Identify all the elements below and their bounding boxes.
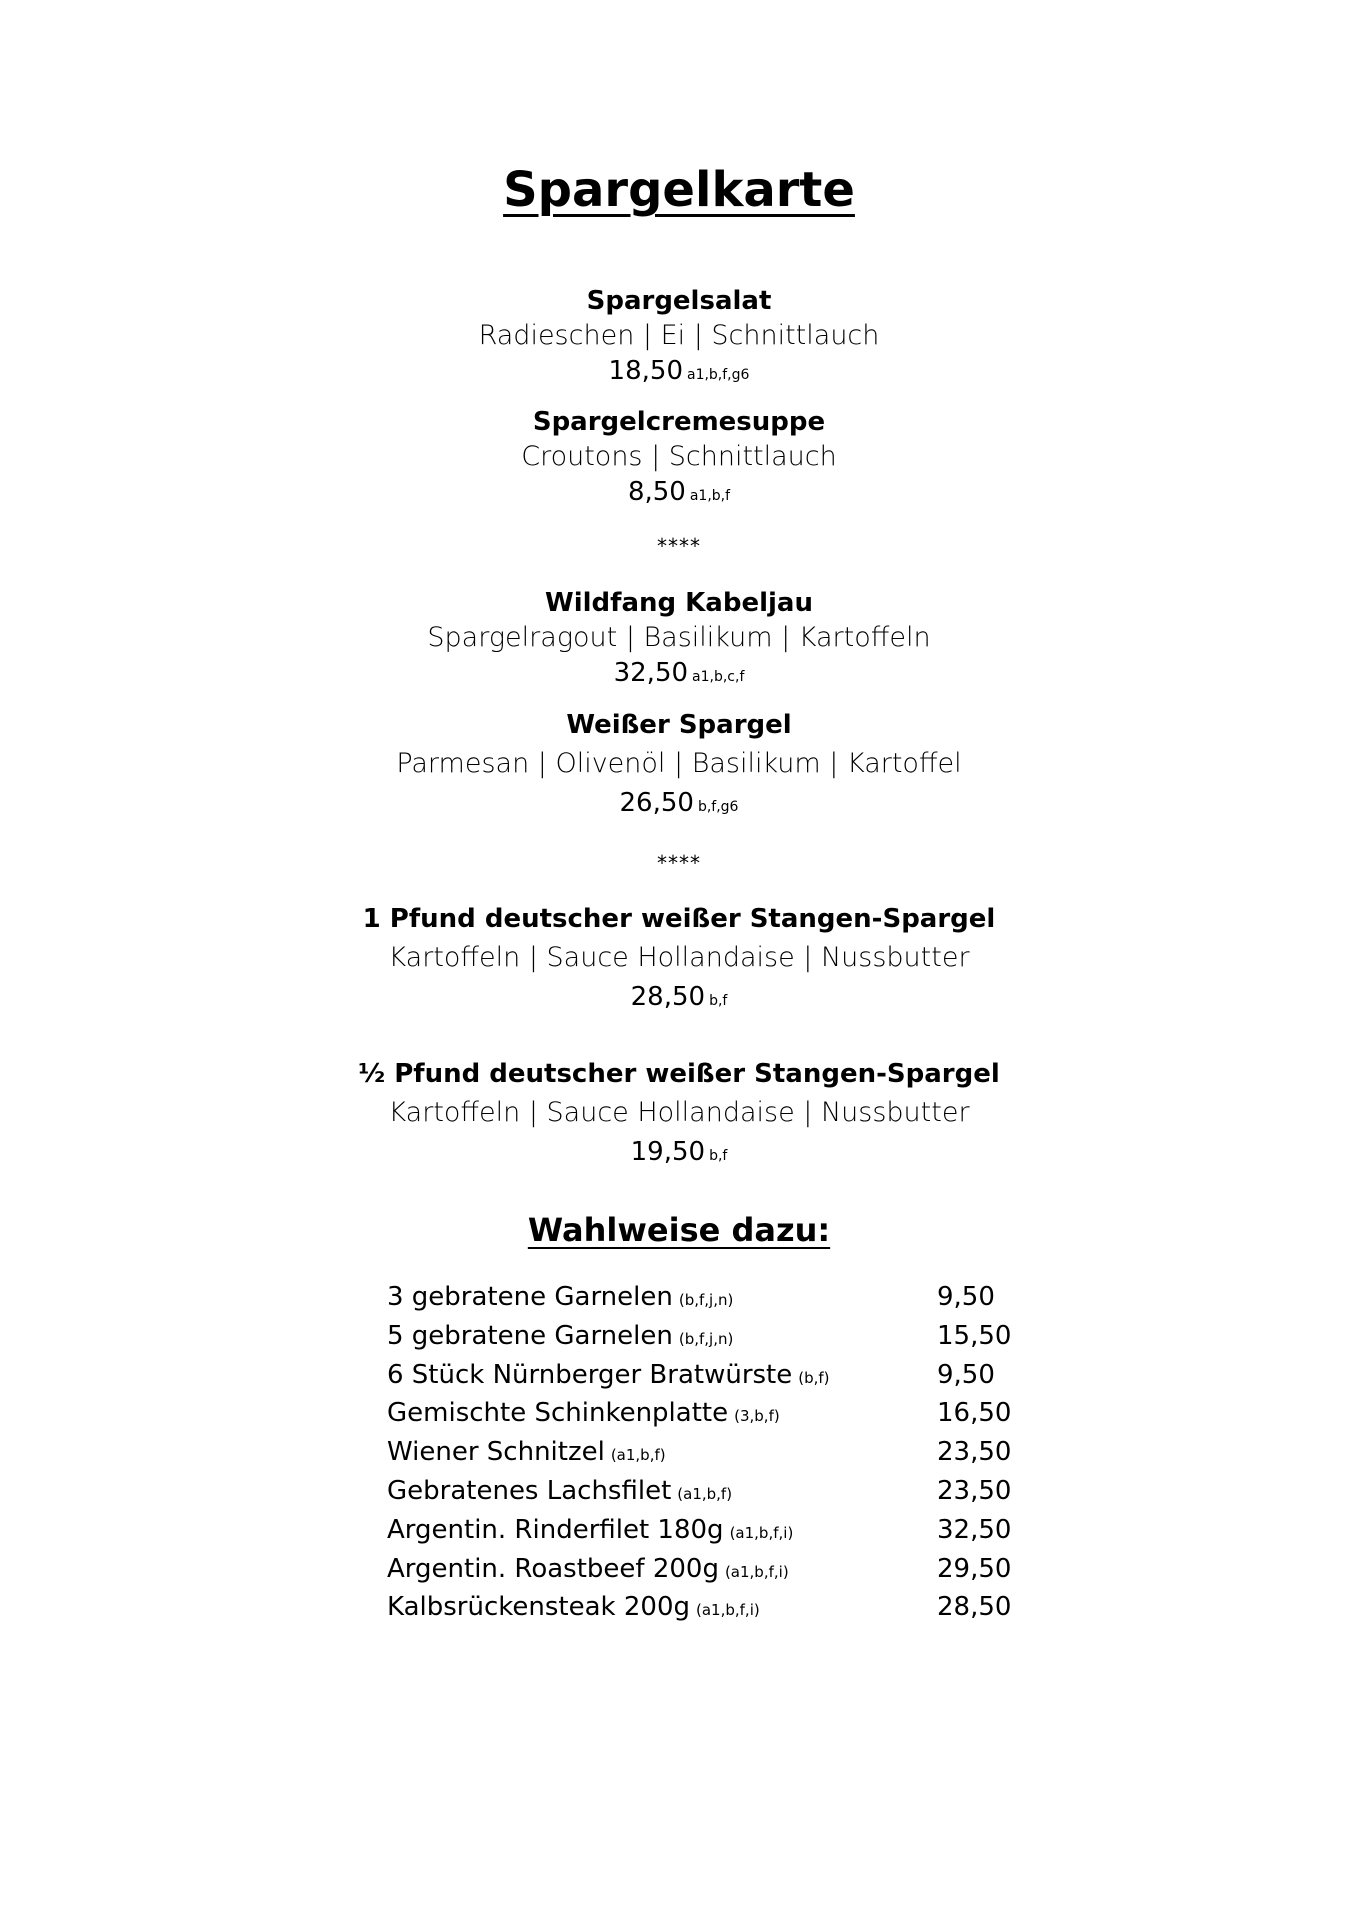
dish-name: 1 Pfund deutscher weißer Stangen-Spargel [362,904,996,934]
extra-name: 5 gebratene Garnelen [387,1320,673,1351]
extra-name-wrap [387,1550,789,1591]
extra-name: Gemischte Schinkenplatte [387,1398,729,1429]
dish-allergens: b,f [709,993,728,1009]
dish-price: 19,50 [630,1137,706,1167]
extra-name: Gebratenes Lachsfilet [387,1475,672,1506]
extra-price: 16,50 [937,1398,1012,1429]
page-title: Spargelkarte [503,162,855,218]
dish-item [0,902,1358,1018]
dish-allergens: a1,b,f,g6 [686,367,750,383]
extra-name: Kalbsrückensteak 200g [387,1592,690,1623]
dish-name: Spargelcremesuppe [532,407,826,437]
extra-allergens: (3,b,f) [734,1407,780,1426]
separator: **** [657,851,701,875]
list-item [387,1588,1027,1627]
extra-price: 9,50 [937,1359,995,1390]
extra-name-wrap [387,1472,732,1513]
dish-price: 28,50 [630,982,706,1012]
dish-price: 26,50 [619,788,694,818]
list-item [387,1433,1027,1472]
extra-name-wrap [387,1278,733,1319]
dish-description: Croutons | Schnittlauch [521,441,837,472]
extra-name: Argentin. Roastbeef 200g [387,1553,719,1584]
extra-price: 23,50 [937,1437,1012,1468]
dish-name: Wildfang Kabeljau [545,588,813,618]
extra-allergens: (a1,b,f) [677,1484,733,1503]
dish-price-line [0,475,1358,513]
dish-allergens: b,f [709,1148,728,1164]
extra-name: 3 gebratene Garnelen [387,1282,673,1312]
dish-allergens: a1,b,c,f [692,669,745,685]
dish-price-line [0,980,1358,1018]
dish-price: 18,50 [608,356,683,386]
list-item [387,1550,1027,1589]
extra-name-wrap [387,1317,733,1358]
list-item [387,1278,1027,1317]
dish-description: Parmesan | Olivenöl | Basilikum | Kartoffel [396,748,962,779]
dish-item [0,405,1358,513]
dish-price-line [0,1135,1358,1173]
dish-name: Spargelsalat [586,286,772,316]
extra-price: 23,50 [937,1475,1012,1506]
list-item [387,1511,1027,1550]
list-item [387,1317,1027,1356]
list-item [387,1356,1027,1395]
dish-price-line [0,656,1358,694]
extra-name-wrap [387,1511,793,1552]
dish-price-line [0,354,1358,392]
dish-description: Spargelragout | Basilikum | Kartoffeln [427,622,931,653]
extras-heading: Wahlweise dazu: [527,1211,831,1249]
dish-description: Kartoffeln | Sauce Hollandaise | Nussbutter [388,942,970,973]
dish-item [0,284,1358,392]
dish-description: Radieschen | Ei | Schnittlauch [478,320,880,351]
extra-name-wrap [387,1394,780,1435]
separator: **** [657,534,701,558]
extra-price: 32,50 [937,1514,1012,1545]
extra-price: 28,50 [937,1592,1012,1623]
dish-price: 32,50 [613,658,689,688]
extra-name-wrap [387,1433,666,1474]
dish-name: ½ Pfund deutscher weißer Stangen-Spargel [358,1059,1000,1089]
dish-item [0,586,1358,694]
extra-price: 15,50 [937,1320,1012,1351]
dish-allergens: a1,b,f [689,488,731,504]
extra-allergens: (b,f,j,n) [678,1329,734,1348]
extra-name: 6 Stück Nürnberger Bratwürste [387,1359,793,1390]
dish-price: 8,50 [627,477,686,507]
extra-price: 29,50 [937,1553,1012,1584]
extra-name: Argentin. Rinderfilet 180g [387,1514,724,1545]
extra-name: Wiener Schnitzel [387,1437,605,1468]
extra-name-wrap [387,1588,760,1629]
extra-name-wrap [387,1356,830,1397]
dish-item [0,1057,1358,1173]
extra-allergens: (b,f) [798,1368,830,1387]
dish-price-line [0,786,1358,824]
dish-item [0,708,1358,824]
extra-allergens: (a1,b,f,i) [696,1601,760,1620]
dish-description: Kartoffeln | Sauce Hollandaise | Nussbutter [388,1097,970,1128]
dish-allergens: b,f,g6 [697,799,739,815]
extra-allergens: (b,f,j,n) [678,1291,734,1309]
extra-price: 9,50 [937,1282,995,1312]
extra-allergens: (a1,b,f,i) [724,1562,789,1581]
extra-allergens: (a1,b,f) [610,1446,666,1465]
extra-allergens: (a1,b,f,i) [729,1523,794,1542]
dish-name: Weißer Spargel [566,710,792,740]
extras-list [387,1278,1027,1627]
list-item [387,1394,1027,1433]
list-item [387,1472,1027,1511]
